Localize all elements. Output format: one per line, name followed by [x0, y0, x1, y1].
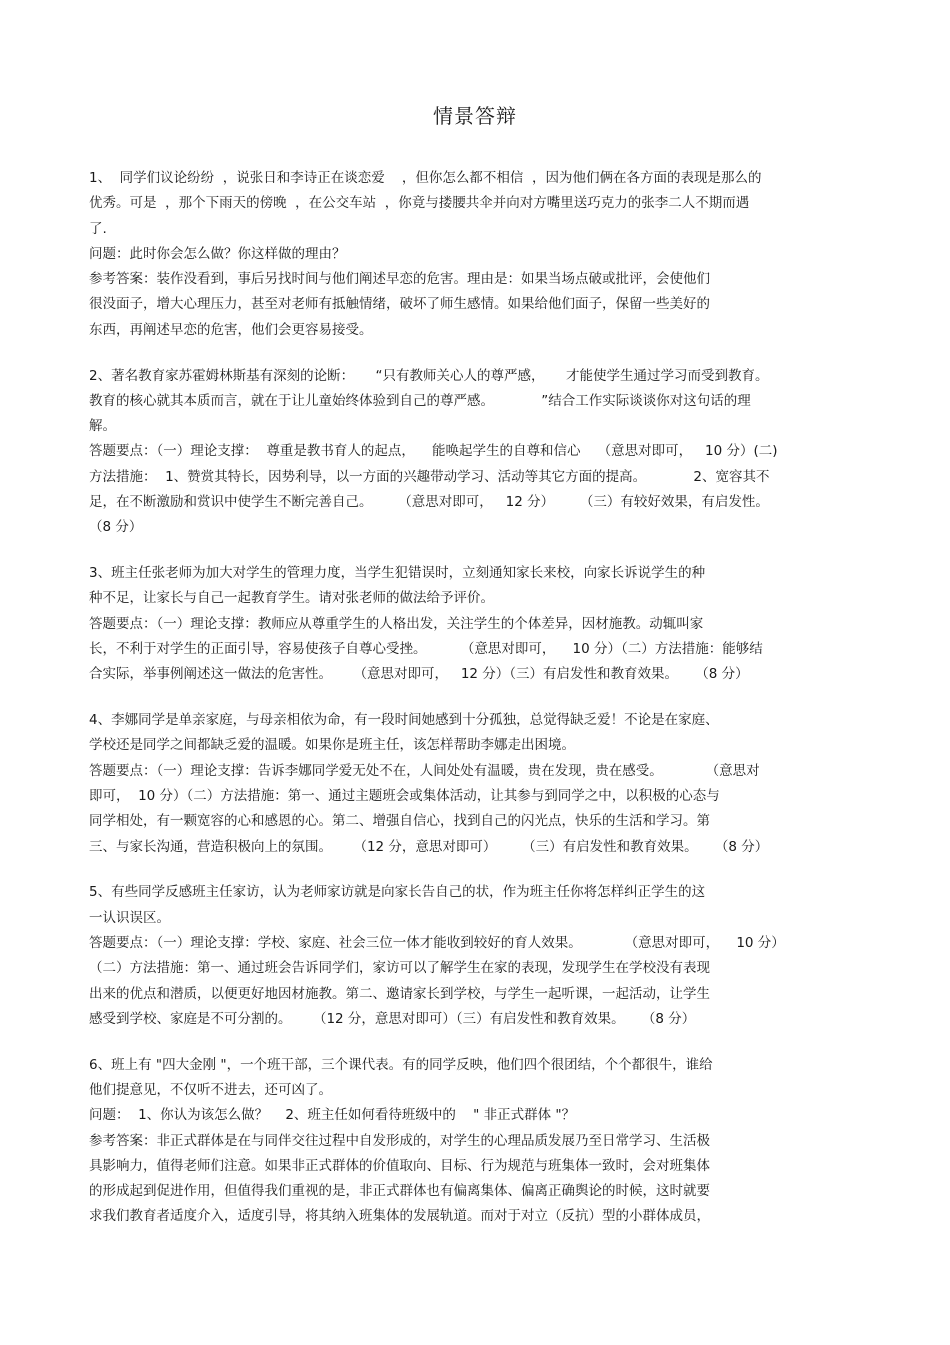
- text-line: 4、李娜同学是单亲家庭，与母亲相依为命，有一段时间她感到十分孤独，总觉得缺乏爱！不论是在家庭、: [89, 712, 719, 729]
- text-line: 种不足，让家长与自己一起教育学生。请对张老师的做法给予评价。: [89, 590, 494, 607]
- text-line: 参考答案：装作没看到，事后另找时间与他们阐述早恋的危害。理由是：如果当场点破或批评，会使他们: [89, 271, 710, 288]
- text-line: 即可， 10 分）（二）方法措施：第一、通过主题班会或集体活动，让其参与到同学之中，以积极的心态与: [89, 788, 720, 805]
- text-line: （8 分）: [89, 519, 143, 536]
- text-line: 问题：此时你会怎么做？你这样做的理由？: [89, 245, 346, 262]
- question-section-4: [89, 708, 859, 860]
- text-line: 很没面子，增大心理压力，甚至对老师有抵触情绪，破坏了师生感情。如果给他们面子，保留一些美好的: [89, 296, 710, 313]
- text-line: （二）方法措施：第一、通过班会告诉同学们，家访可以了解学生在家的表现，发现学生在学校没有表现: [89, 960, 710, 977]
- text-line: 一认识误区。: [89, 909, 170, 926]
- text-line: 出来的优点和潜质，以便更好地因材施教。第二、邀请家长到学校，与学生一起听课，一起活动，让学生: [89, 985, 710, 1002]
- text-line: 合实际，举事例阐述这一做法的危害性。 （意思对即可， 12 分）（三）有启发性和教育效果。 （8 分）: [89, 666, 749, 683]
- text-line: 的形成起到促进作用，但值得我们重视的是，非正式群体也有偏离集体、偏离正确舆论的时候，这时就要: [89, 1183, 710, 1200]
- question-section-3: [89, 561, 859, 687]
- text-line: 答题要点：（一）理论支撑：学校、家庭、社会三位一体才能收到较好的育人效果。 （意思对即可， 10 分）: [89, 935, 785, 952]
- text-line: 他们提意见，不仅听不进去，还可凶了。: [89, 1082, 332, 1098]
- document-body: [89, 166, 859, 1230]
- question-section-5: [89, 880, 859, 1032]
- text-line: 东西，再阐述早恋的危害，他们会更容易接受。: [89, 321, 373, 338]
- text-line: 3、班主任张老师为加大对学生的管理力度，当学生犯错误时，立刻通知家长来校，向家长诉说学生的种: [89, 565, 706, 582]
- page-title: 情景答辩: [433, 104, 517, 128]
- text-line: 方法措施： 1、赞赏其特长，因势利导，以一方面的兴趣带动学习、活动等其它方面的提高。 2、宽容其不: [89, 468, 770, 485]
- text-line: 1、 同学们议论纷纷 ，说张日和李诗正在谈恋爱 ，但你怎么都不相信 ，因为他们俩在各方面的表现是那么的: [89, 170, 762, 186]
- text-line: 问题： 1、你认为该怎么做？ 2、班主任如何看待班级中的 " 非正式群体 "？: [89, 1107, 576, 1124]
- text-line: 答题要点：（一）理论支撑：教师应从尊重学生的人格出发，关注学生的个体差异，因材施教。动辄叫家: [89, 615, 704, 632]
- text-line: 学校还是同学之间都缺乏爱的温暖。如果你是班主任，该怎样帮助李娜走出困境。: [89, 737, 575, 754]
- section-gap: [89, 1032, 859, 1053]
- text-line: 三、与家长沟通，营造积极向上的氛围。 （12 分，意思对即可） （三）有启发性和教育效果。 （8 分）: [89, 838, 769, 855]
- question-section-6: [89, 1053, 859, 1230]
- text-line: 解。: [89, 418, 116, 435]
- text-line: 足，在不断激励和赏识中使学生不断完善自己。 （意思对即可， 12 分） （三）有较好效果，有启发性。: [89, 494, 769, 511]
- question-section-2: [89, 364, 859, 541]
- text-line: 长，不利于对学生的正面引导，容易使孩子自尊心受挫。 （意思对即可， 10 分）（二）方法措施：能够结: [89, 641, 763, 658]
- section-gap: [89, 688, 859, 709]
- text-line: 了.: [89, 220, 107, 237]
- text-line: 5、有些同学反感班主任家访，认为老师家访就是向家长告自己的状，作为班主任你将怎样纠正学生的这: [89, 884, 706, 901]
- text-line: 答题要点：（一）理论支撑：告诉李娜同学爱无处不在，人间处处有温暖，贵在发现，贵在感受。 （意思对: [89, 762, 760, 779]
- text-line: 参考答案：非正式群体是在与同伴交往过程中自发形成的，对学生的心理品质发展乃至日常学习、生活极: [89, 1132, 710, 1149]
- section-gap: [89, 343, 859, 364]
- text-line: 答题要点：（一）理论支撑： 尊重是教书育人的起点， 能唤起学生的自尊和信心 （意思对即可， 10 分）(二): [89, 443, 778, 460]
- text-line: 感受到学校、家庭是不可分割的。 （12 分，意思对即可）（三）有启发性和教育效果。 （8 分）: [89, 1010, 696, 1027]
- section-gap: [89, 860, 859, 881]
- text-line: 优秀。可是 ，那个下雨天的傍晚 ，在公交车站 ，你竟与搂腰共伞并向对方嘴里送巧克力的张李二人不期而遇: [89, 195, 750, 212]
- text-line: 具影响力，值得老师们注意。如果非正式群体的价值取向、目标、行为规范与班集体一致时，会对班集体: [89, 1157, 710, 1174]
- text-line: 求我们教育者适度介入，适度引导，将其纳入班集体的发展轨道。而对于对立（反抗）型的小群体成员，: [89, 1208, 710, 1225]
- section-gap: [89, 541, 859, 562]
- text-line: 2、著名教育家苏霍姆林斯基有深刻的论断： “只有教师关心人的尊严感， 才能使学生通过学习而受到教育。: [89, 367, 769, 384]
- question-section-1: [89, 166, 859, 343]
- text-line: 6、班上有 "四大金刚 "，一个班干部，三个课代表。有的同学反映，他们四个很团结，个个都很牛，谁给: [89, 1056, 713, 1073]
- text-line: 教育的核心就其本质而言，就在于让儿童始终体验到自己的尊严感。 ”结合工作实际谈谈你对这句话的理: [89, 392, 751, 409]
- text-line: 同学相处，有一颗宽容的心和感恩的心。第二、增强自信心，找到自己的闪光点，快乐的生活和学习。第: [89, 813, 710, 830]
